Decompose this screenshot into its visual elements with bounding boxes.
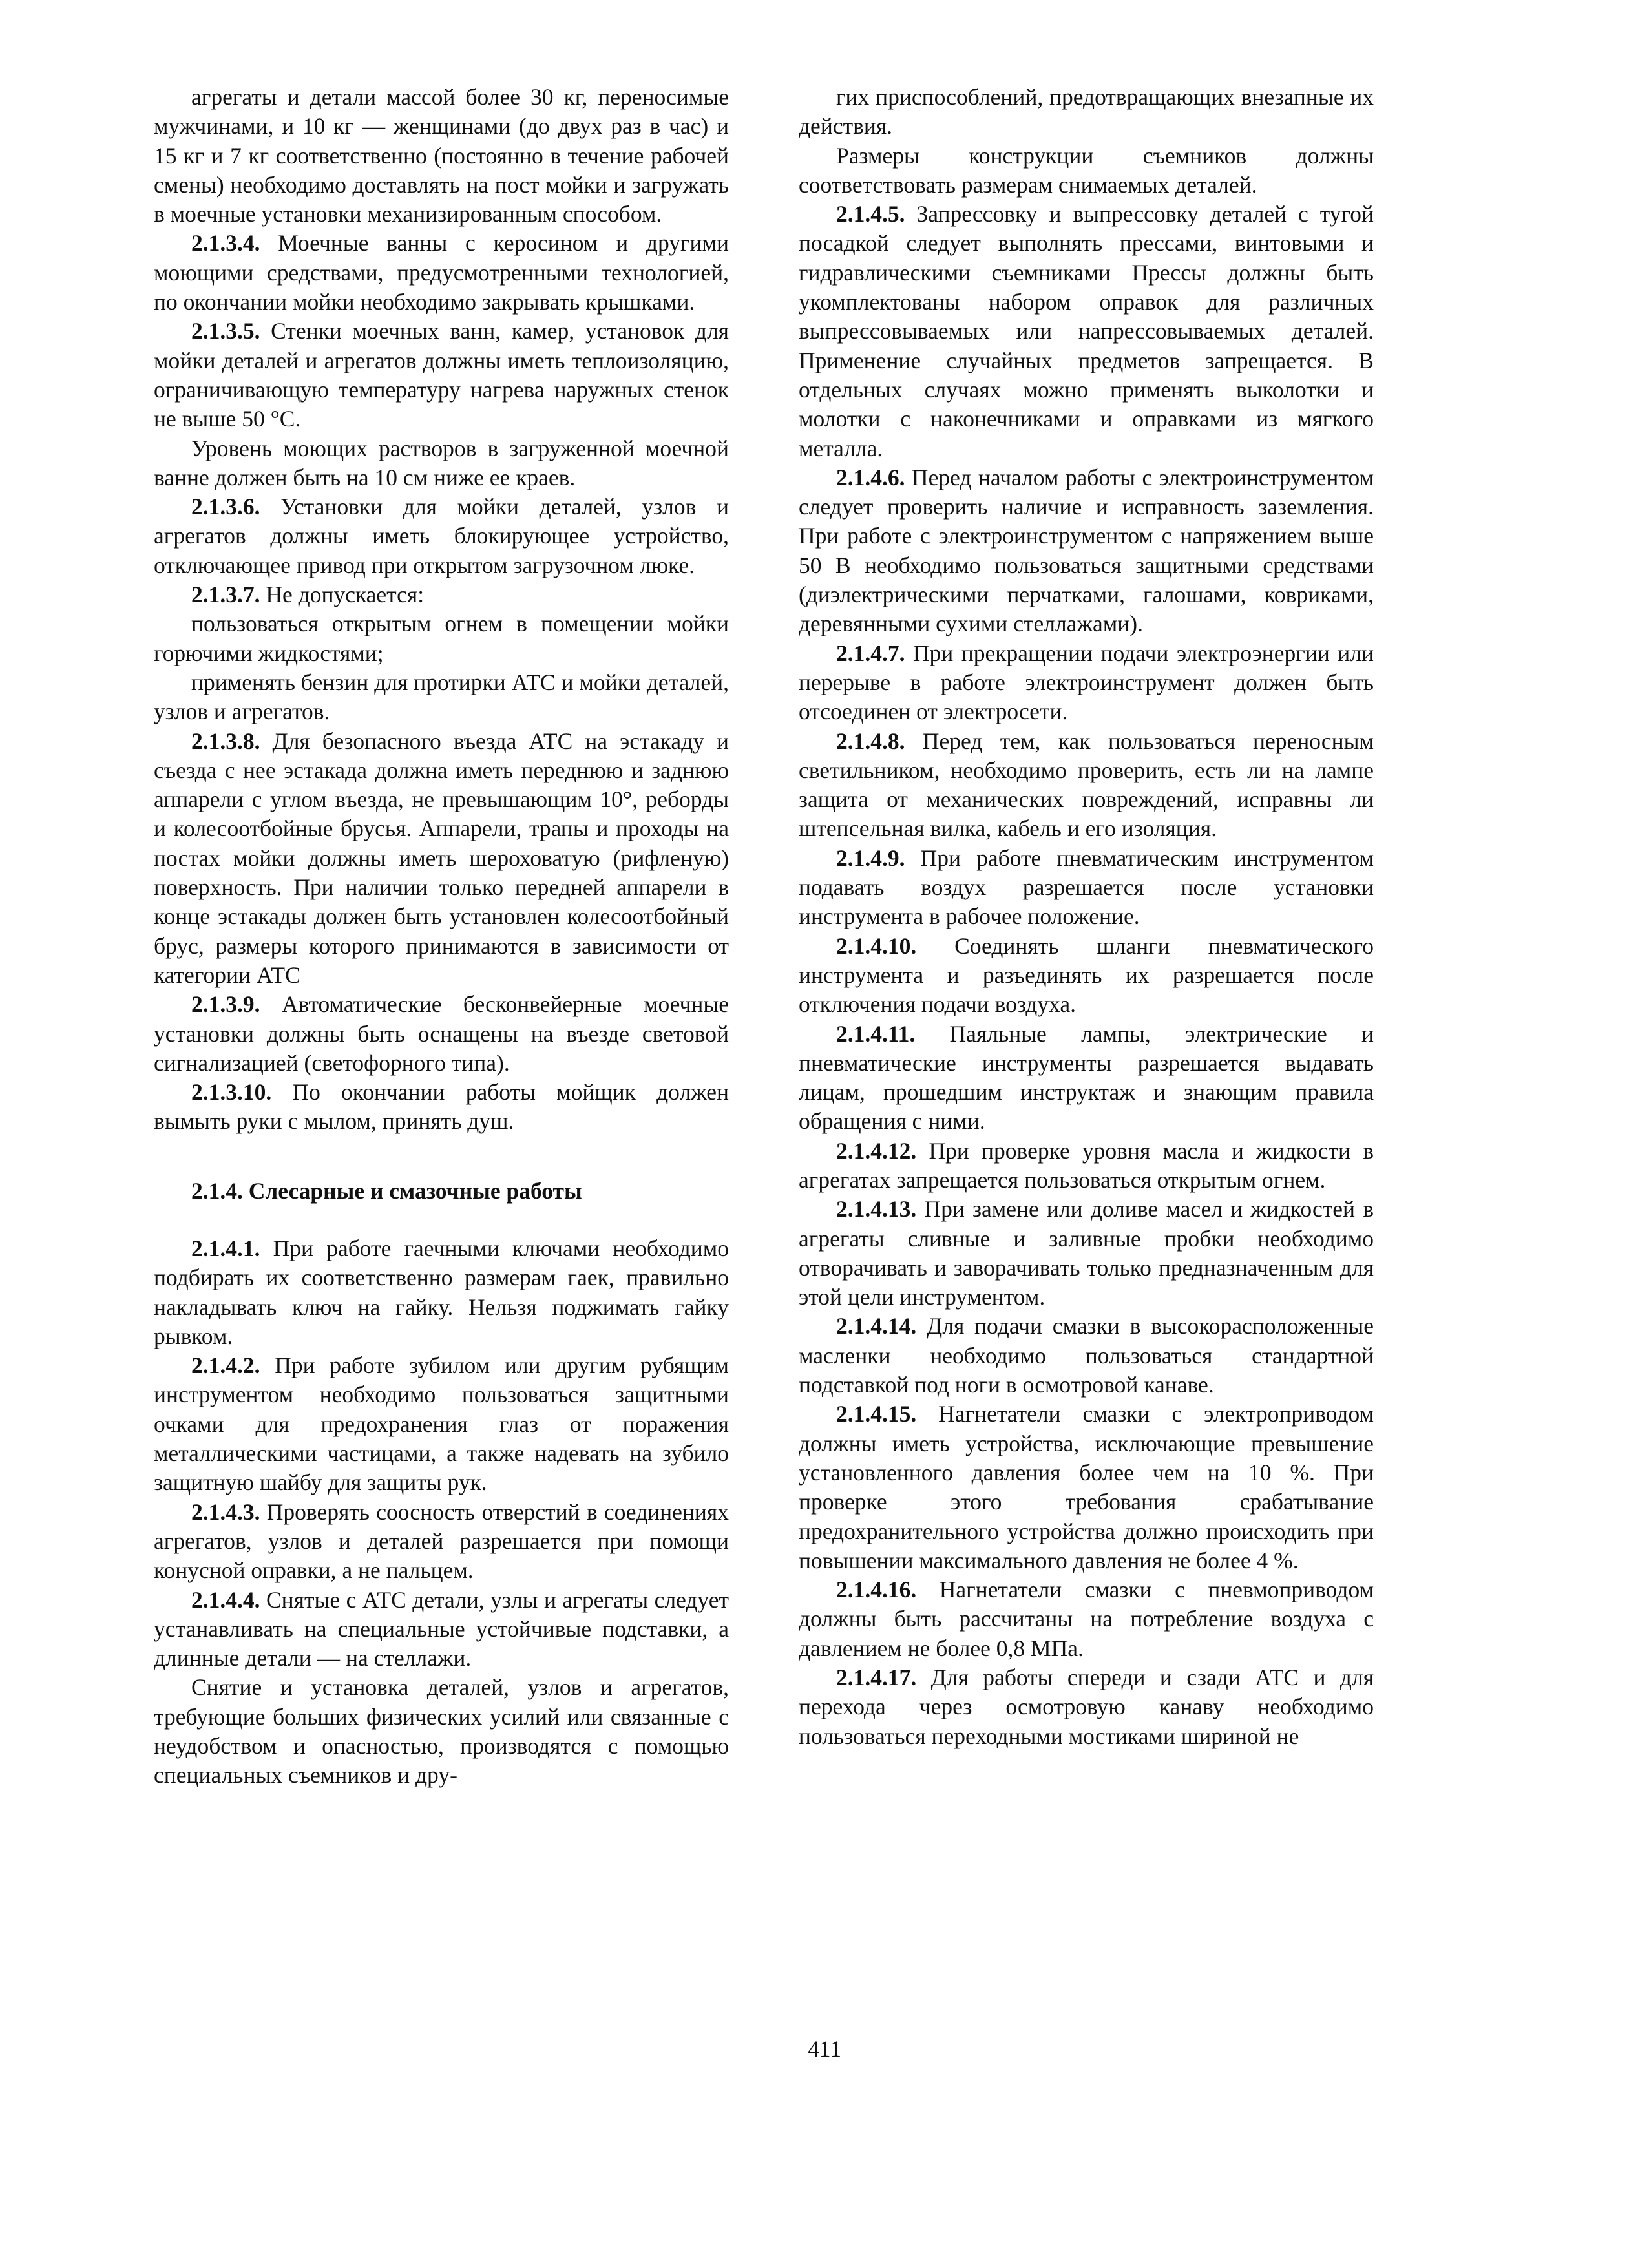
clause-number: 2.1.4.15. [836,1401,917,1427]
paragraph-text: При работе гаечными ключами необходимо подбирать их соответственно размерам гаек, правильно накладывать ключ на гайку. Нельзя поджимать гайку рывком. [154,1235,729,1349]
clause-number: 2.1.4.2. [191,1352,260,1379]
clause-number: 2.1.3.9. [191,991,260,1018]
paragraph-text: Не допускается: [260,582,425,608]
paragraph [154,580,729,609]
clause-number: 2.1.3.5. [191,318,260,344]
clause-number: 2.1.4.14. [836,1313,917,1339]
paragraph-text: Паяльные лампы, электрические и пневматические инструменты разрешается выдавать лицам, прошедшим инструктаж и знающим правила обращения с ними. [799,1020,1374,1135]
left-paragraphs-after-heading [154,1234,729,1790]
clause-number: 2.1.4.3. [191,1498,260,1525]
section-heading-2-1-4: 2.1.4. Слесарные и смазочные работы [191,1177,582,1204]
clause-number: 2.1.3.6. [191,494,260,520]
paragraph [154,434,729,493]
paragraph-text: При прекращении подачи электроэнергии или перерыве в работе электроинструмент должен быть отсоединен от электросети. [799,640,1374,725]
paragraph [799,1020,1374,1137]
paragraph [799,83,1374,142]
paragraph [154,727,729,991]
paragraph [799,1663,1374,1751]
paragraph [154,1234,729,1351]
paragraph-text: пользоваться открытым огнем в помещении мойки горючими жидкостями; [154,611,729,666]
clause-number: 2.1.4.12. [836,1137,917,1164]
paragraph-text: Соединять шланги пневматического инструмента и разъединять их разрешается после отключения подачи воздуха. [799,932,1374,1018]
paragraph-text: гих приспособлений, предотвращающих внезапные их действия. [799,84,1374,140]
left-paragraphs-before-heading [154,83,729,1137]
paragraph-text: При замене или доливе масел и жидкостей в агрегаты сливные и заливные пробки необходимо отворачивать и заворачивать только предназначенным для этой цели инструментом. [799,1196,1374,1310]
paragraph [799,1195,1374,1312]
paragraph-text: Размеры конструкции съемников должны соответствовать размерам снимаемых деталей. [799,142,1374,198]
paragraph-text: Для безопасного въезда АТС на эстакаду и съезда с нее эстакада должна иметь переднюю и заднюю аппарели с углом въезда, не превышающим 10°, реборды и колесоотбойные брусья. Аппарели, трапы и проходы на постах мойки должны иметь шероховатую (рифленую) поверхность. При наличии только передней аппарели в конце эстакады должен быть установлен колесоотбойный брус, размеры которого принимаются в зависимости от категории АТС [154,728,729,988]
page-number: 411 [808,2036,841,2062]
paragraph-text: Нагнетатели смазки с пневмоприводом должны быть рассчитаны на потребление воздуха с давлением не более 0,8 МПа. [799,1577,1374,1661]
paragraph-text: Снятие и установка деталей, узлов и агрегатов, требующие больших физических усилий или связанные с неудобством и опасностью, производятся с помощью специальных съемников и дру- [154,1674,729,1789]
clause-number: 2.1.4.16. [836,1577,917,1603]
clause-number: 2.1.4.5. [836,201,905,227]
paragraph [154,229,729,317]
paragraph [799,463,1374,639]
clause-number: 2.1.4.9. [836,845,905,871]
paragraph [154,1078,729,1137]
paragraph-text: Проверять соосность отверстий в соединениях агрегатов, узлов и деталей разрешается при помощи конусной оправки, а не пальцем. [154,1498,729,1584]
paragraph [154,83,729,229]
paragraph-text: Для работы спереди и сзади АТС и для перехода через осмотровую канаву необходимо пользоваться переходными мостиками шириной не [799,1664,1374,1749]
paragraph-text: При проверке уровня масла и жидкости в агрегатах запрещается пользоваться открытым огнем. [799,1137,1374,1193]
paragraph [799,639,1374,727]
paragraph [154,668,729,727]
paragraph [799,1312,1374,1400]
left-column [154,83,729,1790]
paragraph-text: Автоматические бесконвейерные моечные установки должны быть оснащены на въезде световой сигнализацией (светофорного типа). [154,991,729,1076]
paragraph-text: Стенки моечных ванн, камер, установок для мойки деталей и агрегатов должны иметь теплоизоляцию, ограничивающую температуру нагрева наружных стенок не выше 50 °С. [154,318,729,432]
clause-number: 2.1.4.4. [191,1586,260,1613]
paragraph [799,200,1374,463]
paragraph-text: Перед началом работы с электроинструментом следует проверить наличие и исправность заземления. При работе с электроинструментом с напряжением выше 50 В необходимо пользоваться защитными средствами (диэлектрическими перчатками, галошами, ковриками, деревянными сухими стеллажами). [799,464,1374,637]
paragraph-text: Установки для мойки деталей, узлов и агрегатов должны иметь блокирующее устройство, отключающее привод при открытом загрузочном люке. [154,494,729,578]
paragraph-text: При работе зубилом или другим рубящим инструментом необходимо пользоваться защитными очками для предохранения глаз от поражения металлическими частицами, а также надевать на зубило защитную шайбу для защиты рук. [154,1352,729,1496]
paragraph-text: Уровень моющих растворов в загруженной моечной ванне должен быть на 10 см ниже ее краев. [154,435,729,490]
clause-number: 2.1.3.7. [191,582,260,608]
paragraph-text: Перед тем, как пользоваться переносным светильником, необходимо проверить, есть ли на лампе защита от механических повреждений, исправны ли штепсельная вилка, кабель и его изоляция. [799,728,1374,842]
paragraph-text: Нагнетатели смазки с электроприводом должны иметь устройства, исключающие превышение установленного давления более чем на 10 %. При проверке этого требования срабатывание предохранительного устройства должно происходить при повышении максимального давления не более 4 %. [799,1401,1374,1573]
paragraph-text: Запрессовку и выпрессовку деталей с тугой посадкой следует выполнять прессами, винтовыми и гидравлическими съемниками Прессы должны быть укомплектованы набором оправок для различных выпрессовываемых или напрессовываемых деталей. Применение случайных предметов запрещается. В отдельных случаях можно применять выколотки и молотки с наконечниками и оправками из мягкого металла. [799,201,1374,461]
paragraph [799,1400,1374,1575]
clause-number: 2.1.4.1. [191,1235,260,1261]
clause-number: 2.1.3.4. [191,230,260,257]
paragraph-text: Снятые с АТС детали, узлы и агрегаты следует устанавливать на специальные устойчивые подставки, а длинные детали — на стеллажи. [154,1586,729,1672]
right-column [799,83,1374,1751]
right-paragraphs [799,83,1374,1751]
paragraph-text: По окончании работы мойщик должен вымыть руки с мылом, принять душ. [154,1079,729,1135]
clause-number: 2.1.4.10. [836,932,917,959]
paragraph [799,727,1374,844]
paragraph [799,932,1374,1020]
paragraph [154,492,729,580]
paragraph [154,609,729,668]
clause-number: 2.1.4.17. [836,1664,917,1691]
paragraph-text: применять бензин для протирки АТС и мойки деталей, узлов и агрегатов. [154,669,729,725]
paragraph-text: Моечные ванны с керосином и другими моющими средствами, предусмотренными технологией, по окончании мойки необходимо закрывать крышками. [154,230,729,315]
paragraph [799,844,1374,932]
paragraph [154,1586,729,1674]
paragraph [799,1137,1374,1195]
paragraph [799,1575,1374,1663]
paragraph [154,990,729,1078]
clause-number: 2.1.4.11. [836,1020,916,1047]
paragraph-text: Для подачи смазки в высокорасположенные масленки необходимо пользоваться стандартной подставкой под ноги в осмотровой канаве. [799,1313,1374,1398]
paragraph [154,1351,729,1497]
paragraph-text: При работе пневматическим инструментом подавать воздух разрешается после установки инструмента в рабочее положение. [799,845,1374,930]
clause-number: 2.1.4.8. [836,728,905,754]
paragraph [799,142,1374,200]
paragraph [154,1498,729,1586]
clause-number: 2.1.4.13. [836,1196,917,1223]
clause-number: 2.1.4.6. [836,464,905,490]
clause-number: 2.1.4.7. [836,640,905,666]
clause-number: 2.1.3.8. [191,728,260,754]
clause-number: 2.1.3.10. [191,1079,272,1106]
paragraph [154,317,729,434]
paragraph-text: агрегаты и детали массой более 30 кг, переносимые мужчинами, и 10 кг — женщинами (до двух раз в час) и 15 кг и 7 кг соответственно (постоянно в течение рабочей смены) необходимо доставлять на пост мойки и загружать в моечные установки механизированным способом. [154,84,729,227]
paragraph [154,1673,729,1790]
